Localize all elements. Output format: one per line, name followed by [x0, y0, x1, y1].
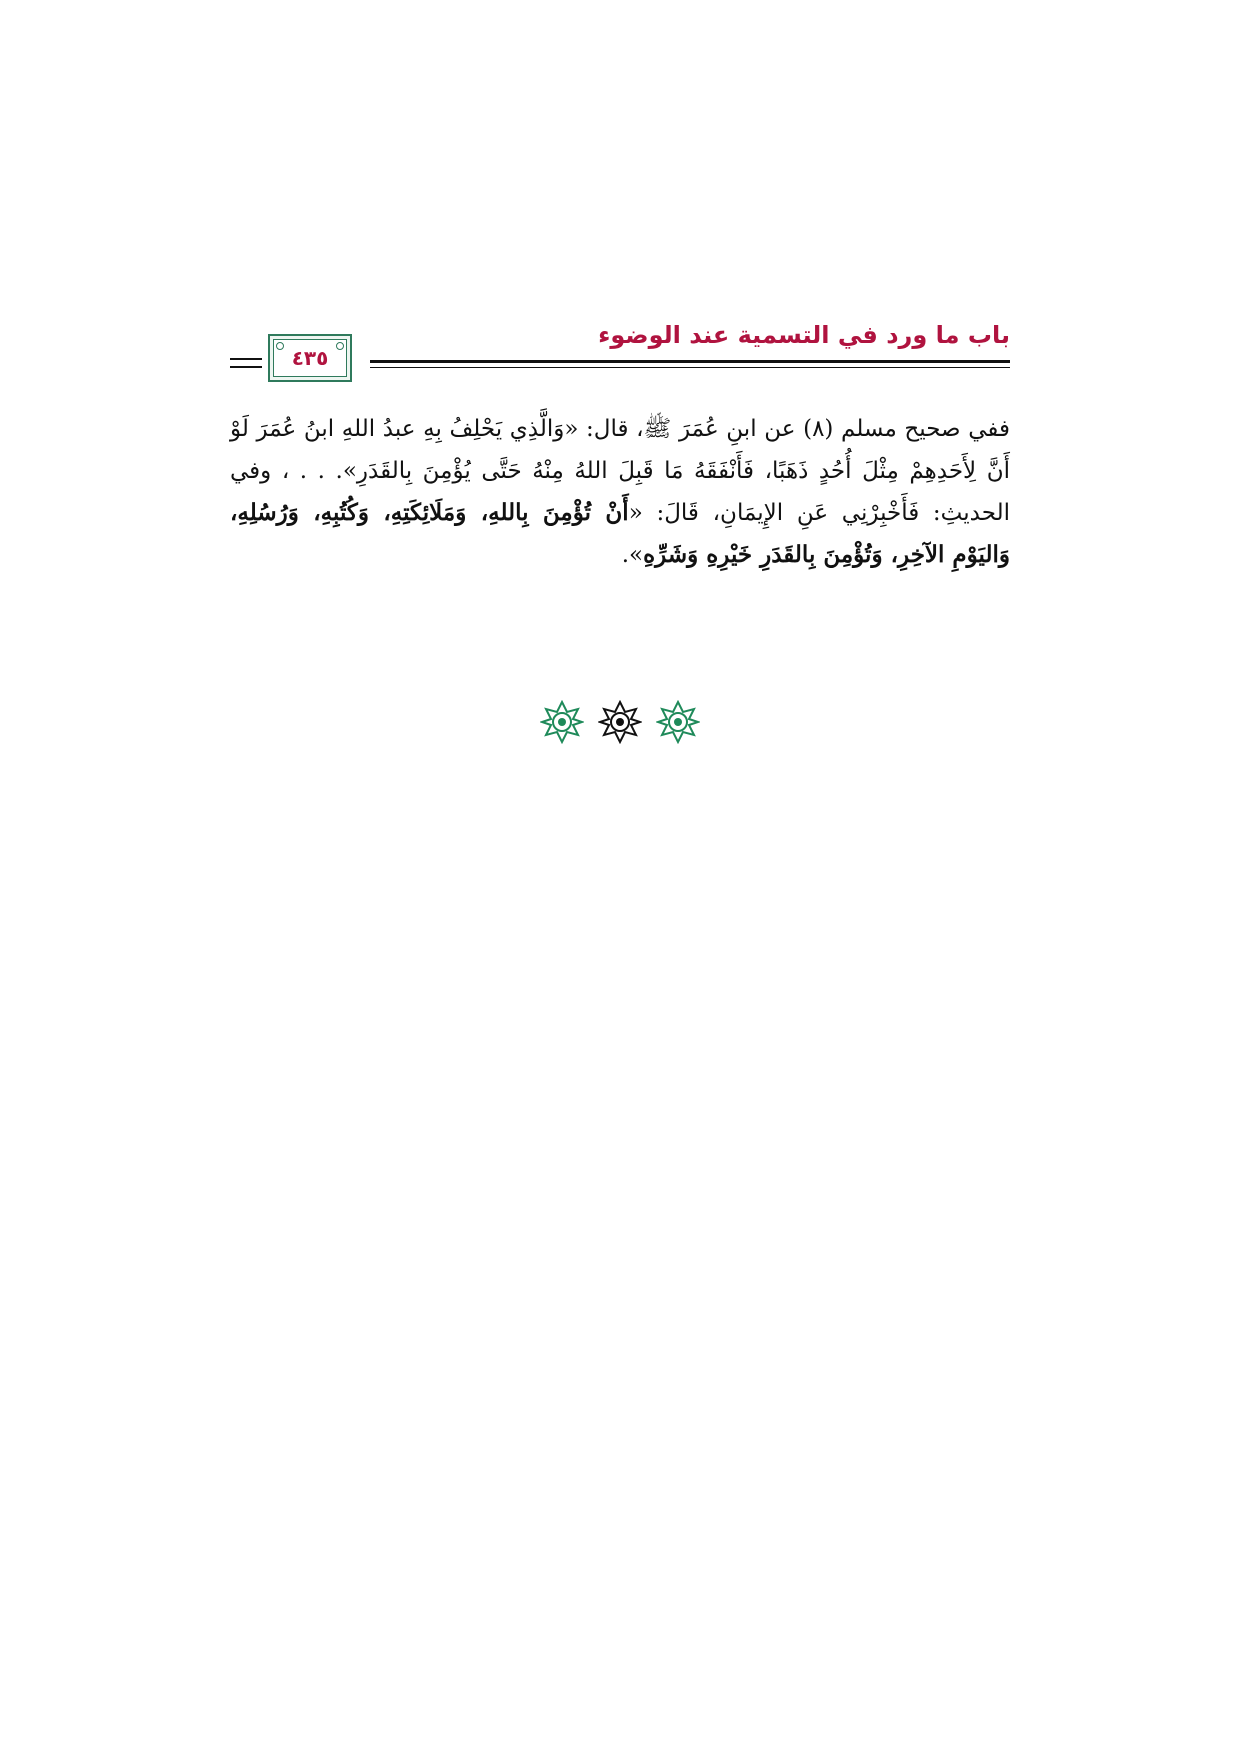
- header-rule-left-top: [230, 358, 262, 360]
- section-end-ornaments: [540, 698, 700, 746]
- black-star-ornament-icon: [598, 700, 642, 744]
- hadith-bold-text: أَنْ تُؤْمِنَ بِاللهِ، وَمَلَائِكَتِهِ، وَكُتُبِهِ، وَرُسُلِهِ، وَاليَوْمِ الآخِرِ، وَتُؤْمِنَ بِالقَدَرِ خَيْرِهِ وَشَرِّهِ: [230, 499, 1010, 568]
- body-paragraph: [230, 408, 1010, 576]
- page-number-frame: [268, 334, 352, 382]
- body-text-end: ».: [621, 542, 644, 568]
- page-number: ٤٣٥: [291, 346, 329, 370]
- header-rule-left-bottom: [230, 366, 262, 368]
- green-star-ornament-icon: [656, 700, 700, 744]
- header-rule-right-bottom: [370, 367, 1010, 368]
- body-text-run: ففي صحيح مسلم (٨) عن ابنِ عُمَرَ ﷺ، قال: «وَالَّذِي يَحْلِفُ بِهِ عبدُ اللهِ ابنُ عُمَرَ لَوْ أَنَّ لِأَحَدِهِمْ مِثْلَ أُحُدٍ ذَهَبًا، فَأَنْفَقَهُ مَا قَبِلَ اللهُ مِنْهُ حَتَّى يُؤْمِنَ بِالقَدَرِ». . . ، وفي الحديثِ: فَأَخْبِرْنِي عَنِ الإِيمَانِ، قَالَ: «: [230, 416, 1010, 526]
- page-number-frame-inner: [273, 339, 347, 377]
- header-rule-right-top: [370, 360, 1010, 363]
- green-star-ornament-icon: [540, 700, 584, 744]
- chapter-title: باب ما ورد في التسمية عند الوضوء: [598, 321, 1010, 349]
